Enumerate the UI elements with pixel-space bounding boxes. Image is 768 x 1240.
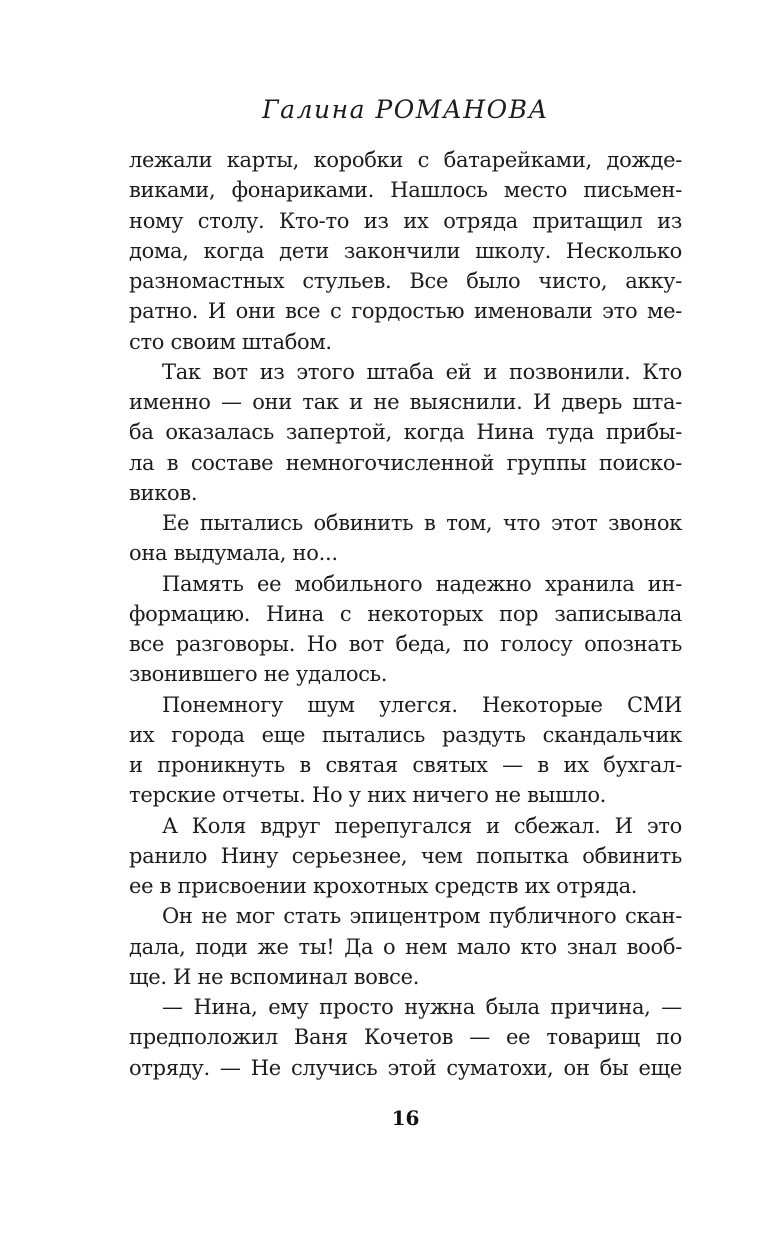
- text-line: ратно. И они все с гордостью именовали это ме-: [129, 299, 682, 324]
- text-line: дома, когда дети закончили школу. Несколько: [129, 238, 682, 263]
- text-line: Так вот из этого штаба ей и позвонили. Кто: [162, 359, 682, 384]
- text-line: она выдумала, но...: [129, 541, 338, 566]
- text-line: ла в составе немногочисленной группы поиско-: [129, 450, 682, 475]
- text-line: Ее пытались обвинить в том, что этот звонок: [162, 511, 682, 535]
- text-line: виками, фонариками. Нашлось место письмен-: [129, 178, 682, 203]
- running-header: Галина РОМАНОВА: [262, 95, 549, 124]
- text-line: отряду. — Не случись этой суматохи, он бы еще: [129, 1055, 682, 1080]
- text-line: сто своим штабом.: [129, 329, 332, 354]
- text-line: все разговоры. Но вот беда, по голосу опознать: [129, 632, 682, 656]
- text-line: именно — они так и не выяснили. И дверь шта-: [129, 390, 682, 414]
- text-line: ба оказалась запертой, когда Нина туда прибы-: [129, 420, 682, 445]
- text-line: А Коля вдруг перепугался и сбежал. И это: [162, 813, 682, 838]
- text-line: и проникнуть в святая святых — в их бухгал-: [129, 753, 682, 777]
- paragraph: [129, 357, 682, 508]
- paragraph: [129, 145, 682, 357]
- text-line: дала, поди же ты! Да о нем мало кто знал вооб-: [129, 934, 682, 959]
- text-line: Он не мог стать эпицентром публичного скан-: [162, 904, 682, 929]
- paragraph: [129, 508, 682, 569]
- text-line: виков.: [129, 480, 198, 505]
- text-line: разномастных стульев. Все было чисто, акку-: [129, 269, 682, 293]
- paragraph: [129, 569, 682, 690]
- text-line: формацию. Нина с некоторых пор записывала: [129, 601, 682, 626]
- paragraph: [129, 901, 682, 992]
- text-line: их города еще пытались раздуть скандальчик: [129, 722, 682, 747]
- text-line: предположил Ваня Кочетов — ее товарищ по: [129, 1025, 682, 1050]
- text-line: — Нина, ему просто нужна была причина, —: [162, 995, 682, 1019]
- page-number: 16: [391, 1106, 420, 1130]
- paragraph: [129, 992, 682, 1083]
- text-line: ще. И не вспоминал вовсе.: [129, 964, 420, 989]
- text-line: ранило Нину серьезнее, чем попытка обвинить: [129, 843, 682, 868]
- body-text: [129, 145, 682, 1083]
- text-line: терские отчеты. Но у них ничего не вышло.: [129, 783, 607, 808]
- text-line: Память ее мобильного надежно хранила ин-: [162, 571, 682, 596]
- text-line: ному столу. Кто-то из их отряда притащил из: [129, 208, 682, 233]
- paragraph: [129, 690, 682, 811]
- text-line: звонившего не удалось.: [129, 662, 388, 687]
- text-line: ее в присвоении крохотных средств их отряда.: [129, 874, 638, 898]
- text-line: лежали карты, коробки с батарейками, дожде-: [129, 148, 682, 172]
- text-line: Понемногу шум улегся. Некоторые СМИ: [162, 692, 682, 717]
- paragraph: [129, 811, 682, 902]
